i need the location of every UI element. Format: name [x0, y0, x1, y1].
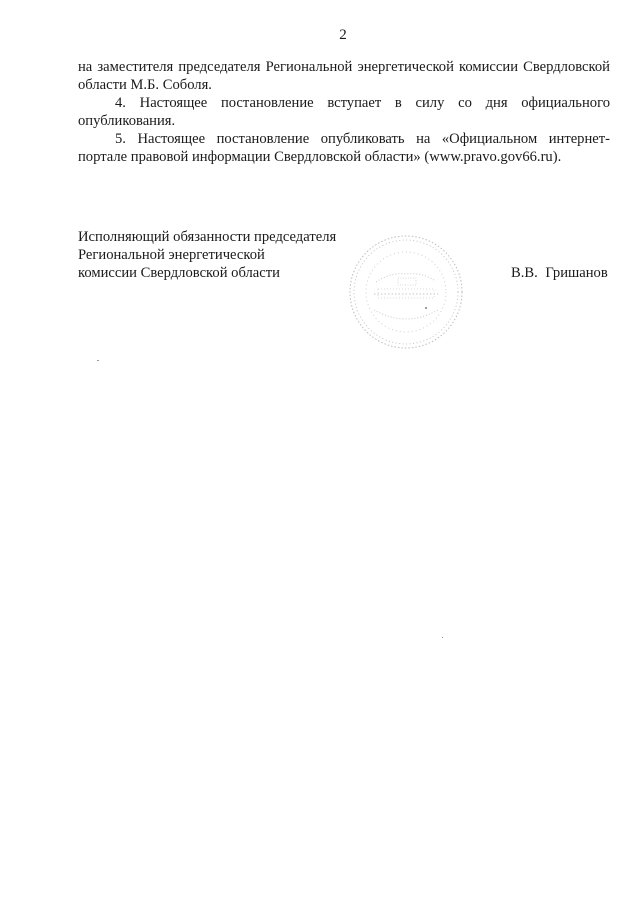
signatory-position: [78, 228, 336, 282]
paragraph-continuation: на заместителя председателя Региональной энергетической комиссии Свердловской области М.Б. Соболя.: [78, 59, 610, 93]
document-body: [78, 58, 610, 166]
page-number: 2: [339, 27, 347, 43]
official-seal-icon: [346, 232, 466, 352]
scan-speck: [442, 637, 443, 638]
paragraph-item-5: 5. Настоящее постановление опубликовать на «Официальном интернет-портале правовой информации Свердловской области» (www.pravo.gov66.ru).: [78, 131, 610, 165]
signatory-position-line-1: Исполняющий обязанности председателя: [78, 229, 337, 245]
signatory-position-line-2: Региональной энергетической: [78, 247, 265, 263]
signatory-position-line-3: комиссии Свердловской области: [78, 265, 280, 281]
scan-speck: [97, 360, 99, 361]
signatory-name: В.В. Гришанов: [511, 265, 608, 281]
paragraph-item-4: 4. Настоящее постановление вступает в силу со дня официального опубликования.: [78, 95, 610, 129]
